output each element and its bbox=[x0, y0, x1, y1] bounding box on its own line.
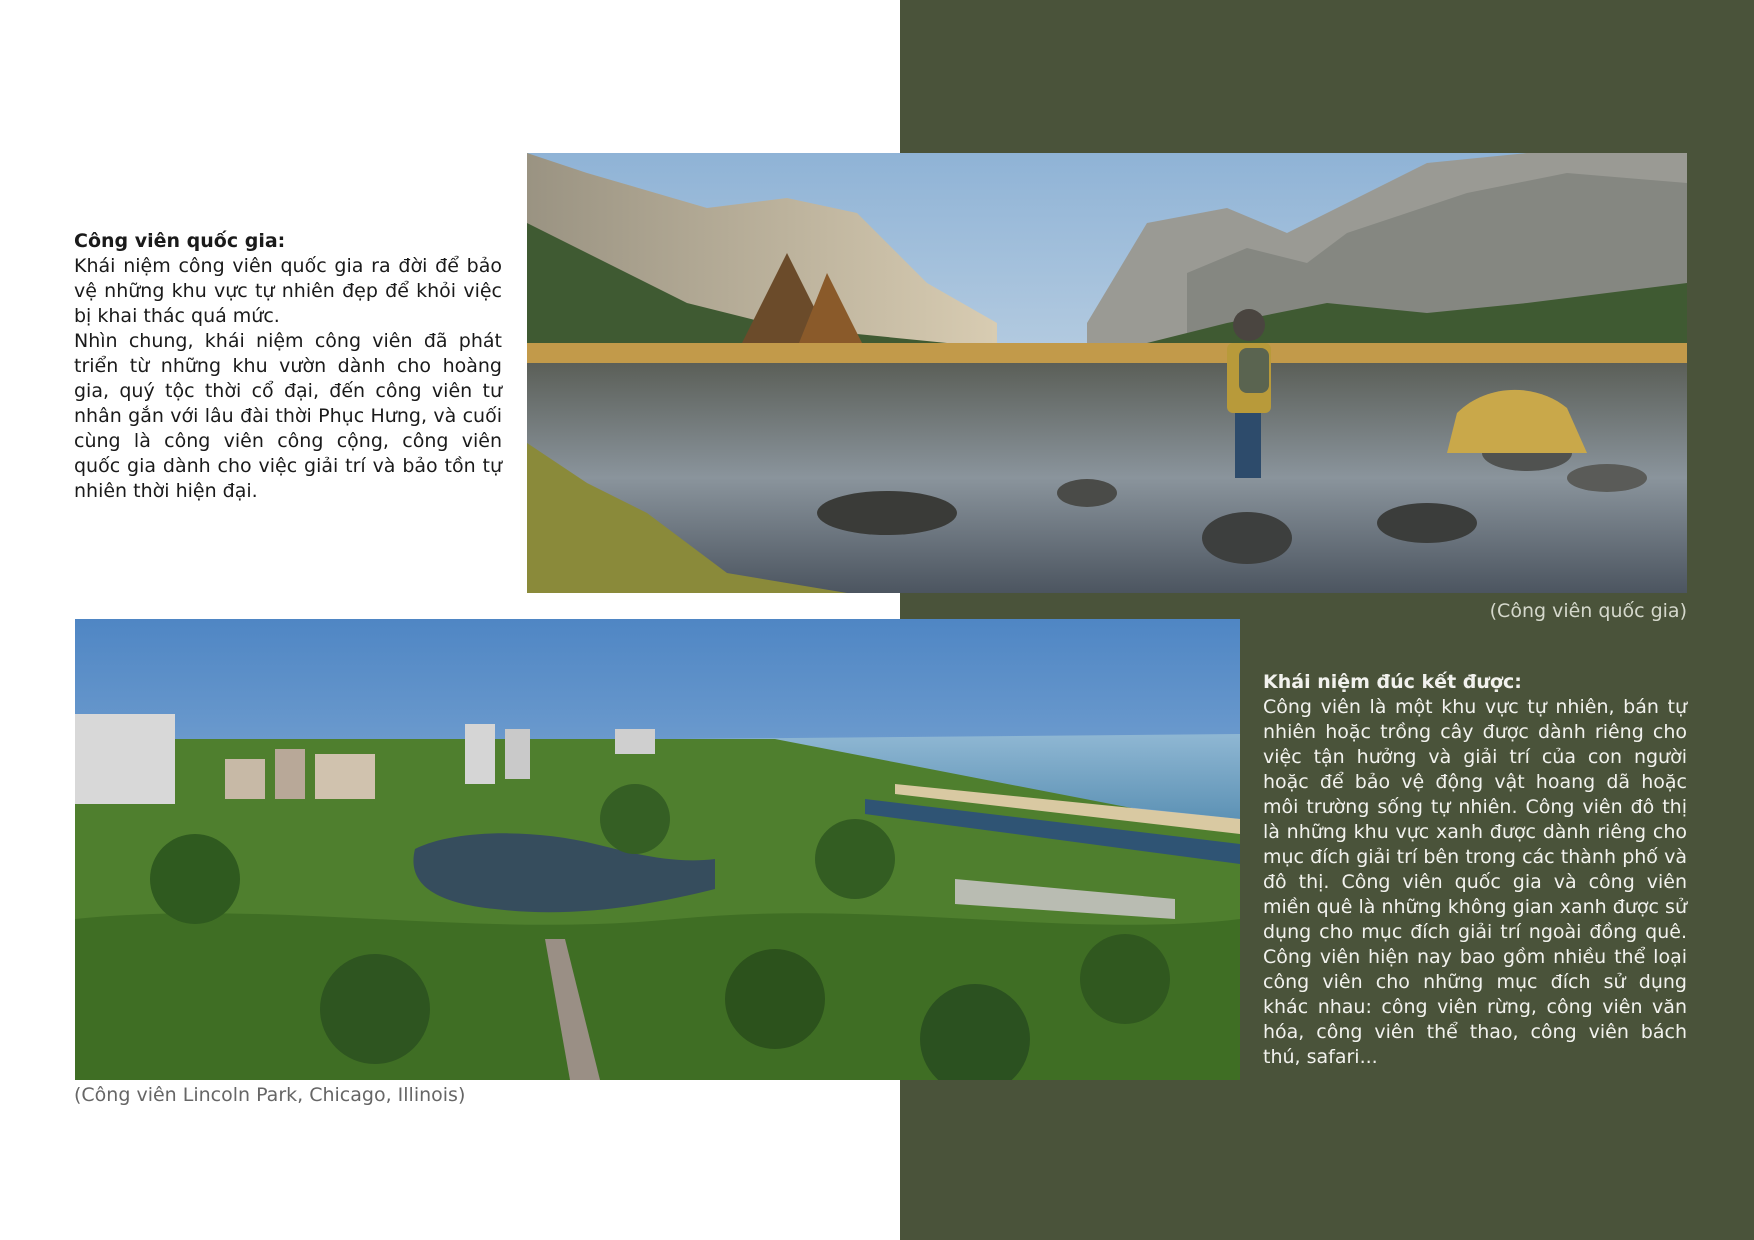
national-park-paragraph-2: Nhìn chung, khái niệm công viên đã phát triển từ những khu vườn dành cho hoàng gia, quý tộc thời cổ đại, đến công viên tư nhân gắn với lâu đài thời Phục Hưng, và cuối cùng là công viên công cộng, công viên quốc gia dành cho việc giải trí và bảo tồn tự nhiên thời hiện đại. bbox=[74, 330, 502, 502]
national-park-paragraph-1: Khái niệm công viên quốc gia ra đời để bảo vệ những khu vực tự nhiên đẹp để khỏi việc bị khai thác quá mức. bbox=[74, 255, 502, 327]
concept-paragraph: Công viên là một khu vực tự nhiên, bán tự nhiên hoặc trồng cây được dành riêng cho việc tận hưởng và giải trí của con người hoặc để bảo vệ động vật hoang dã hoặc môi trường sống tự nhiên. Công viên đô thị là những khu vực xanh được dành riêng cho mục đích giải trí bên trong các thành phố và đô thị. Công viên quốc gia và công viên miền quê là những không gian xanh được sử dụng cho mục đích giải trí ngoài đồng quê. Công viên hiện nay bao gồm nhiều thể loại công viên cho những mục đích sử dụng khác nhau: công viên rừng, công viên văn hóa, công viên thể thao, công viên bách thú, safari... bbox=[1263, 696, 1687, 1068]
lincoln-park-caption: (Công viên Lincoln Park, Chicago, Illinois) bbox=[74, 1084, 466, 1106]
national-park-text-block bbox=[74, 229, 502, 504]
national-park-photo bbox=[527, 153, 1687, 593]
concept-text-block bbox=[1263, 670, 1687, 1070]
national-park-caption: (Công viên quốc gia) bbox=[1489, 600, 1687, 622]
concept-heading: Khái niệm đúc kết được: bbox=[1263, 671, 1522, 693]
national-park-heading: Công viên quốc gia: bbox=[74, 230, 286, 252]
lincoln-park-photo bbox=[75, 619, 1240, 1080]
